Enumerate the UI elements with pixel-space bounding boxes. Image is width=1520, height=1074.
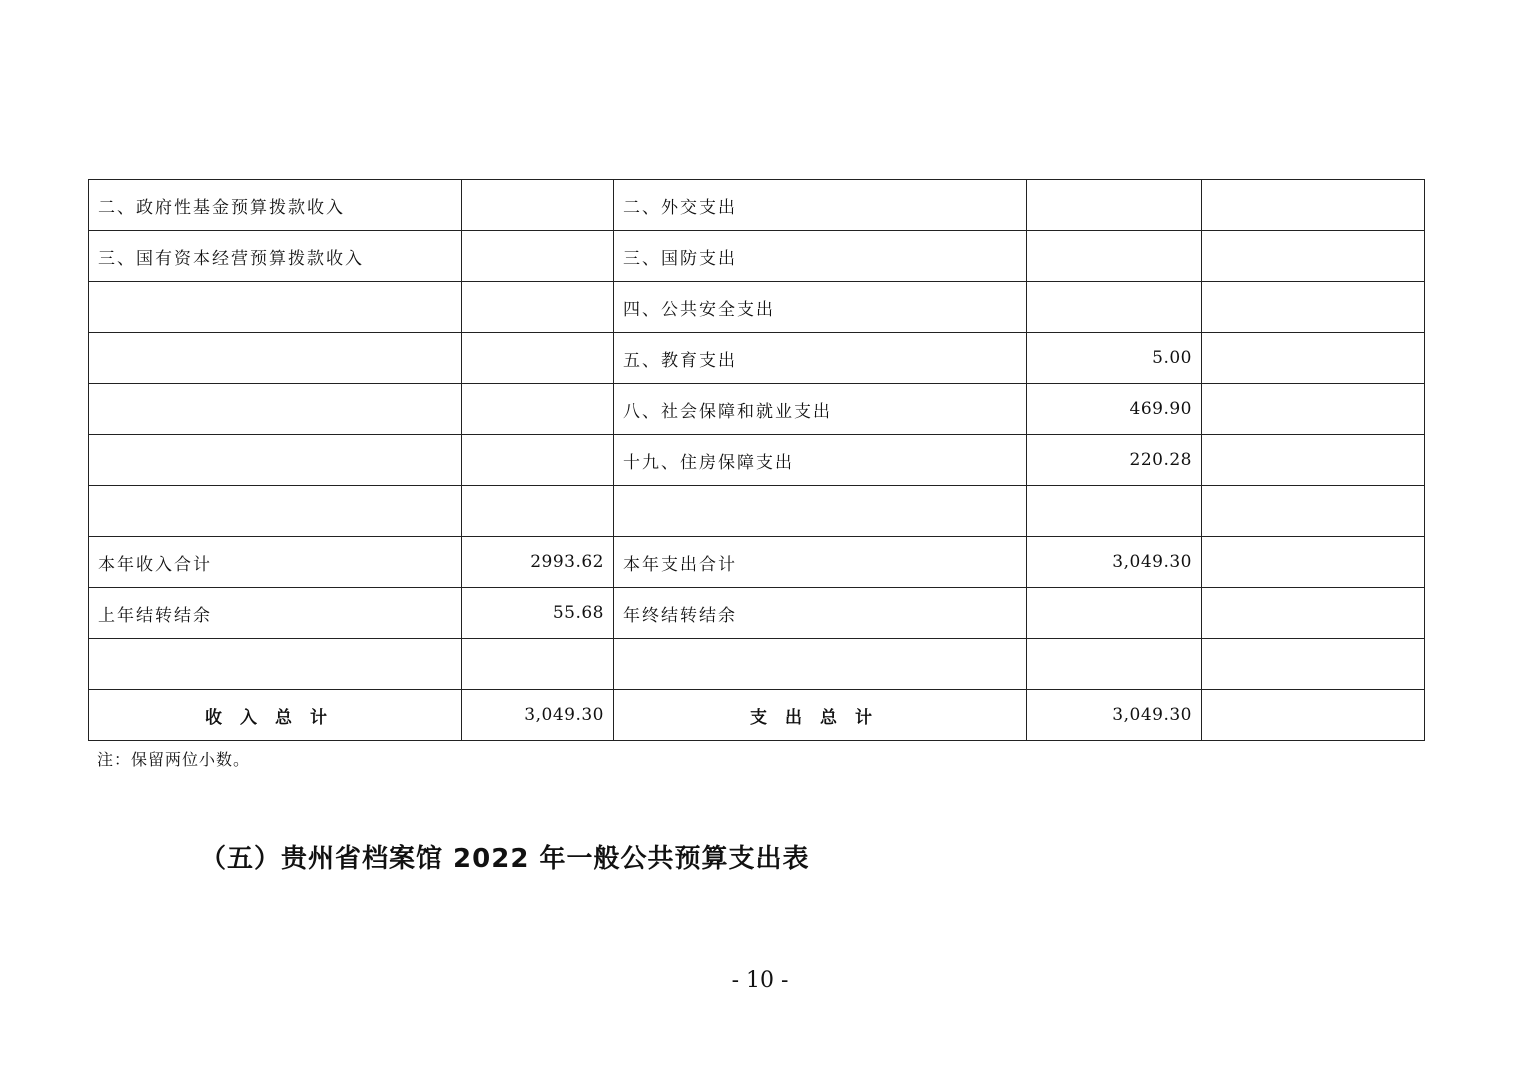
expense-item-cell: 八、社会保障和就业支出 <box>614 384 1027 435</box>
income-item-cell <box>89 384 462 435</box>
table-row <box>89 588 1425 639</box>
table-note: 注：保留两位小数。 <box>97 750 251 769</box>
income-amount-cell <box>462 384 614 435</box>
income-total-label: 收入总计 <box>89 690 462 741</box>
expense-item-cell: 三、国防支出 <box>614 231 1027 282</box>
income-amount-cell <box>462 333 614 384</box>
income-amount-cell <box>462 282 614 333</box>
expense-amount-cell <box>1027 180 1202 231</box>
expense-amount-cell: 220.28 <box>1027 435 1202 486</box>
expense-amount-cell: 5.00 <box>1027 333 1202 384</box>
expense-item-cell: 年终结转结余 <box>614 588 1027 639</box>
income-item-cell <box>89 486 462 537</box>
extra-cell <box>1202 588 1425 639</box>
extra-cell <box>1202 435 1425 486</box>
expense-amount-cell <box>1027 231 1202 282</box>
expense-item-cell: 二、外交支出 <box>614 180 1027 231</box>
expense-amount-cell: 469.90 <box>1027 384 1202 435</box>
table-row <box>89 282 1425 333</box>
extra-cell <box>1202 537 1425 588</box>
expense-item-cell <box>614 486 1027 537</box>
income-amount-cell: 2993.62 <box>462 537 614 588</box>
expense-item-cell: 五、教育支出 <box>614 333 1027 384</box>
expense-amount-cell <box>1027 486 1202 537</box>
income-amount-cell <box>462 435 614 486</box>
income-amount-cell: 55.68 <box>462 588 614 639</box>
expense-item-cell: 本年支出合计 <box>614 537 1027 588</box>
income-item-cell <box>89 282 462 333</box>
expense-amount-cell: 3,049.30 <box>1027 537 1202 588</box>
expense-total-label: 支出总计 <box>614 690 1027 741</box>
table-row <box>89 486 1425 537</box>
income-total-amount: 3,049.30 <box>462 690 614 741</box>
income-item-cell: 上年结转结余 <box>89 588 462 639</box>
section-heading: （五）贵州省档案馆 2022 年一般公共预算支出表 <box>200 844 810 874</box>
income-item-cell <box>89 333 462 384</box>
expense-item-cell: 十九、住房保障支出 <box>614 435 1027 486</box>
table-row <box>89 180 1425 231</box>
total-row <box>89 690 1425 741</box>
expense-amount-cell <box>1027 639 1202 690</box>
extra-cell <box>1202 333 1425 384</box>
income-item-cell <box>89 639 462 690</box>
table-row <box>89 333 1425 384</box>
income-amount-cell <box>462 639 614 690</box>
income-amount-cell <box>462 486 614 537</box>
extra-cell <box>1202 690 1425 741</box>
extra-cell <box>1202 486 1425 537</box>
income-amount-cell <box>462 180 614 231</box>
income-item-cell <box>89 435 462 486</box>
extra-cell <box>1202 384 1425 435</box>
table-row <box>89 639 1425 690</box>
income-item-cell: 本年收入合计 <box>89 537 462 588</box>
table-row <box>89 231 1425 282</box>
expense-total-amount: 3,049.30 <box>1027 690 1202 741</box>
extra-cell <box>1202 282 1425 333</box>
expense-item-cell: 四、公共安全支出 <box>614 282 1027 333</box>
expense-amount-cell <box>1027 588 1202 639</box>
table-body <box>89 180 1425 741</box>
income-item-cell: 三、国有资本经营预算拨款收入 <box>89 231 462 282</box>
income-amount-cell <box>462 231 614 282</box>
extra-cell <box>1202 180 1425 231</box>
expense-item-cell <box>614 639 1027 690</box>
income-item-cell: 二、政府性基金预算拨款收入 <box>89 180 462 231</box>
page-number: - 10 - <box>731 968 789 993</box>
budget-table <box>88 179 1425 741</box>
table-row <box>89 435 1425 486</box>
expense-amount-cell <box>1027 282 1202 333</box>
table-row <box>89 537 1425 588</box>
extra-cell <box>1202 231 1425 282</box>
table-row <box>89 384 1425 435</box>
extra-cell <box>1202 639 1425 690</box>
